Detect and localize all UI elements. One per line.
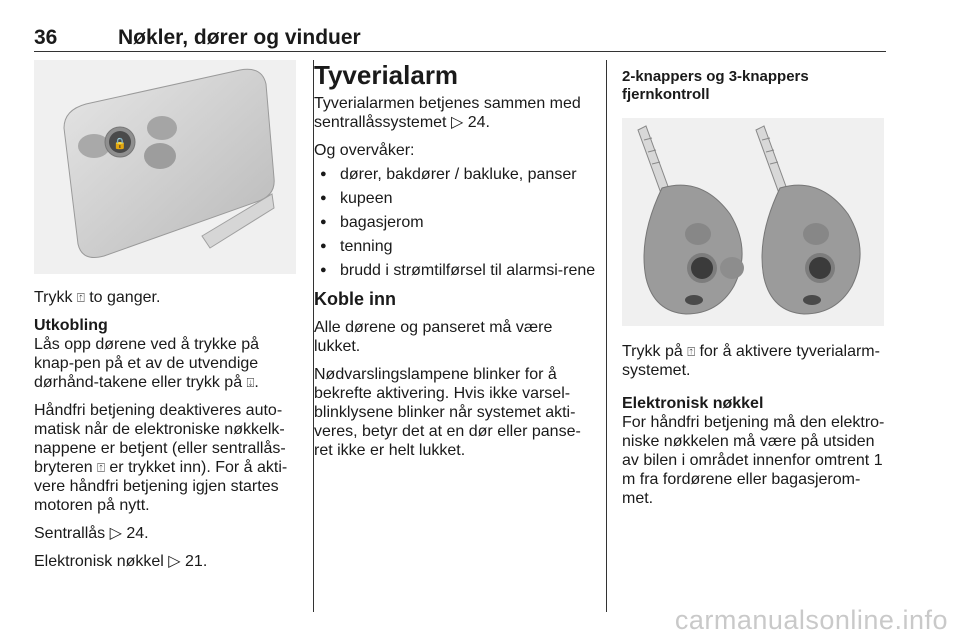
unlock-heading: Utkobling [34,317,108,334]
list-item: ● tenning [314,237,596,256]
column-middle [314,60,596,469]
subsection-title: Koble inn [314,289,396,309]
lock-icon: ⍐ [97,460,105,475]
alarm-intro: Tyverialarmen betjenes sammen med sentrallåssystemet [314,95,581,131]
list-item: ● kupeen [314,189,596,208]
column-divider-2 [606,60,607,612]
monitors-label: Og overvåker: [314,142,415,159]
text-trykk: Trykk [34,289,77,306]
unlock-text: Lås opp dørene ved å trykke på knap-pen på et av de utvendige dørhånd-takene eller trykk på [34,336,260,391]
handsfree-text: Håndfri betjening deaktiveres auto-matisk når de elektroniske nøkkelk-nappene er betjent (eller sentrallås-bryteren [34,402,286,476]
electronic-key-heading: Elektronisk nøkkel [622,395,764,412]
watermark: carmanualsonline.info [674,605,948,635]
ref-central-lock: Sentrallås [34,525,110,542]
lock-icon: ⍐ [687,344,696,359]
activation-condition: Alle dørene og panseret må være lukket. [314,319,553,355]
section-title: Tyverialarm [314,60,459,90]
lock-icon: ⍐ [76,290,85,305]
header-rule [34,51,886,52]
activation-confirmation: Nødvarslingslampene blinker for å bekrefte aktivering. Hvis ikke varsel-blinklysene blinker når systemet akti-veres, betyr det at en dør eller panse-ret ikke er helt lukket. [314,366,581,459]
page-ref-arrow[interactable]: ▷ [450,114,464,131]
monitored-list [314,165,596,280]
page-ref-number[interactable]: 21. [180,553,208,570]
svg-text:🔒: 🔒 [113,137,127,150]
page-number: 36 [34,26,58,49]
list-item: ● brudd i strømtilførsel til alarmsi-rene [314,261,596,280]
column-left [34,60,296,580]
page-ref-arrow[interactable]: ▷ [109,525,122,542]
remote-instruction-end: for å aktivere tyverialarm-systemet. [622,343,880,379]
handsfree-text-end: er trykket inn). For å akti-vere håndfri betjening igjen startes motoren på nytt. [34,459,288,514]
smart-card-key-illustration [34,60,296,274]
remote-instruction: Trykk på [622,343,688,360]
list-item: ● dører, bakdører / bakluke, panser [314,165,596,184]
electronic-key-text: For håndfri betjening må den elektro-niske nøkkelen må være på utsiden av bilen i området innenfor omtrent 1 m fra fordørene eller bagasjerom-met. [622,414,885,507]
chapter-title: Nøkler, dører og vinduer [118,26,361,49]
unlock-text-end: . [254,374,259,391]
list-item: ● bagasjerom [314,213,596,232]
ref-electronic-key: Elektronisk nøkkel [34,553,169,570]
remote-heading: 2-knappers og 3-knappers fjernkontroll [622,68,809,103]
page-ref-number[interactable]: 24. [121,525,149,542]
column-right [622,60,888,517]
text-to-ganger: to ganger. [84,289,161,306]
page-ref-number[interactable]: 24. [463,114,490,131]
remote-key-illustration [622,118,884,326]
page-ref-arrow[interactable]: ▷ [168,553,181,570]
unlock-icon: ⍗ [246,375,255,390]
